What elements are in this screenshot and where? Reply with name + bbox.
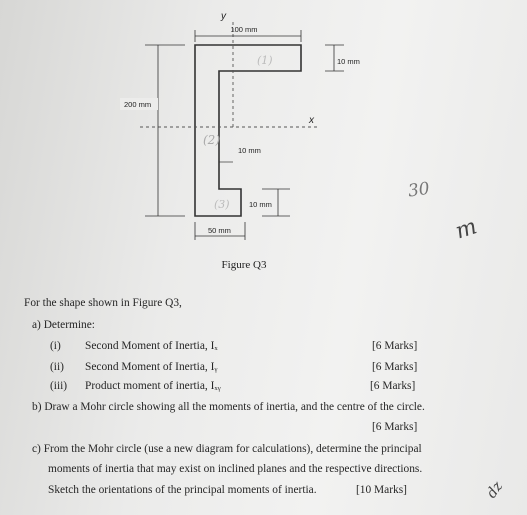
dim-right-thickness: 10 mm	[337, 57, 360, 66]
y-axis-label: y	[221, 11, 226, 22]
part-a-item-iii-text: Product moment of inertia, Iₓᵧ	[85, 380, 221, 392]
handwritten-extra-svg	[467, 453, 527, 513]
dim-bottom-thickness: 10 mm	[249, 200, 272, 209]
part-a-item-ii-text: Second Moment of Inertia, Iᵧ	[85, 361, 218, 373]
part-c-marks: [10 Marks]	[356, 484, 407, 496]
question-intro: For the shape shown in Figure Q3,	[24, 297, 182, 309]
x-axis-label: x	[309, 115, 314, 126]
handwritten-score: 30	[406, 178, 431, 202]
figure-caption: Figure Q3	[221, 259, 267, 271]
part-c-line1: c) From the Mohr circle (use a new diagram for calculations), determine the principal	[32, 443, 422, 455]
handwritten-extra: dz	[483, 478, 507, 502]
part-a-item-iii-num: (iii)	[50, 380, 68, 392]
part-a-item-i-text: Second Moment of Inertia, Iₓ	[85, 340, 218, 352]
part-a-item-i-marks: [6 Marks]	[372, 340, 418, 352]
part-a-item-ii-num: (ii)	[50, 361, 64, 373]
pencil-mark-3: (3)	[214, 198, 230, 211]
part-a-item-ii-marks: [6 Marks]	[372, 361, 418, 373]
part-c-line2: moments of inertia that may exist on inclined planes and the respective directions.	[48, 463, 423, 475]
part-c-line3: Sketch the orientations of the principal moments of inertia.	[48, 484, 317, 496]
dim-top-width: 100 mm	[230, 25, 258, 34]
part-a-item-iii-marks: [6 Marks]	[370, 380, 416, 392]
pencil-mark-1: (1)	[257, 54, 273, 67]
pencil-mark-2: (2)	[203, 133, 220, 147]
dim-bottom-width: 50 mm	[208, 226, 231, 235]
dim-web-thickness: 10 mm	[238, 146, 261, 155]
part-a-label: a) Determine:	[32, 319, 95, 331]
part-b-marks: [6 Marks]	[372, 421, 418, 433]
z-section-outline	[195, 45, 301, 216]
part-a-item-i-num: (i)	[50, 340, 61, 352]
dim-height: 200 mm	[124, 100, 152, 109]
part-b-text: b) Draw a Mohr circle showing all the moments of inertia, and the centre of the circle.	[32, 401, 425, 413]
handwritten-m: m	[452, 214, 481, 245]
